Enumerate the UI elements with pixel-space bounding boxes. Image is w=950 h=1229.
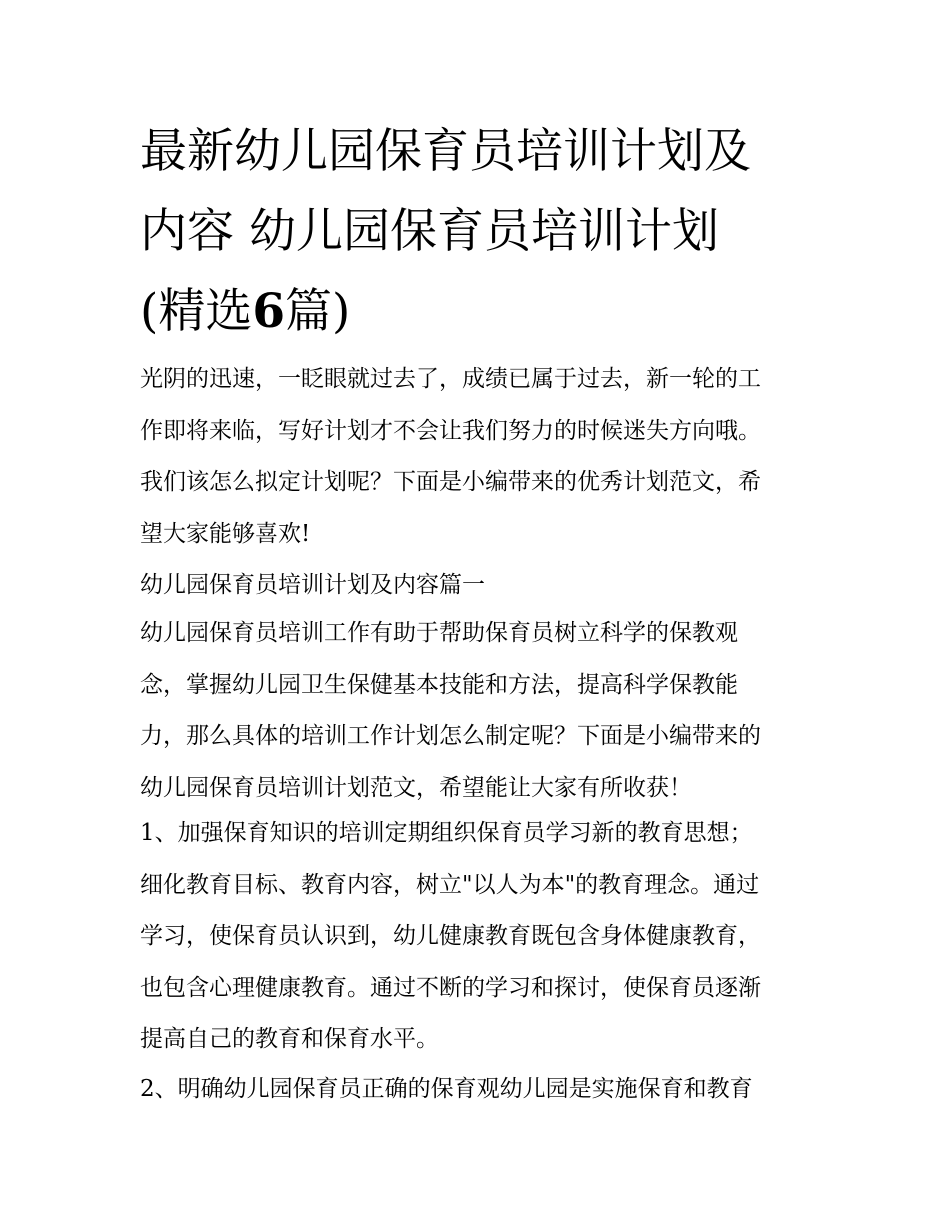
title-line-1: 最新幼儿园保育员培训计划及 [140,124,751,179]
intro-line: 我们该怎么拟定计划呢？下面是小编带来的优秀计划范文，希 [140,469,761,495]
title-open: (精选 [140,284,253,339]
intro-paragraph [140,354,820,560]
item-1-line: 1、加强保育知识的培训定期组织保育员学习新的教育思想； [140,820,753,846]
item-1-line: 提高自己的教育和保育水平。 [140,1026,439,1052]
item-1-line: 也包含心理健康教育。通过不断的学习和探讨，使保育员逐渐 [140,974,761,1001]
section-intro-line: 幼儿园保育员培训计划范文，希望能让大家有所收获！ [140,774,692,801]
title-line-3 [140,272,820,352]
section-heading-text: 幼儿园保育员培训计划及内容篇一 [140,572,485,598]
item-2-paragraph [140,1064,820,1116]
title-line-2: 内容 幼儿园保育员培训计划 [140,204,719,259]
item-1-line: 学习，使保育员认识到，幼儿健康教育既包含身体健康教育， [140,923,761,949]
item-2-line: 2、明确幼儿园保育员正确的保育观幼儿园是实施保育和教育 [140,1076,753,1102]
intro-line: 望大家能够喜欢! [140,520,311,547]
title-close: 篇) [285,284,351,339]
intro-line: 作即将来临，写好计划才不会让我们努力的时候迷失方向哦。 [140,417,761,444]
title-number: 6 [252,284,286,339]
intro-line: 光阴的迅速，一眨眼就过去了，成绩已属于过去，新一轮的工 [140,366,761,392]
section-intro-line: 幼儿园保育员培训工作有助于帮助保育员树立科学的保教观 [140,620,738,646]
item-1-line: 细化教育目标、教育内容，树立"以人为本"的教育理念。通过 [140,871,760,898]
section-intro-paragraph [140,608,820,814]
section-intro-line: 念，掌握幼儿园卫生保健基本技能和方法，提高科学保教能 [140,671,738,698]
section-heading [140,560,820,612]
document-title [140,112,820,352]
section-intro-line: 力，那么具体的培训工作计划怎么制定呢？下面是小编带来的 [140,723,761,749]
item-1-paragraph [140,808,820,1066]
